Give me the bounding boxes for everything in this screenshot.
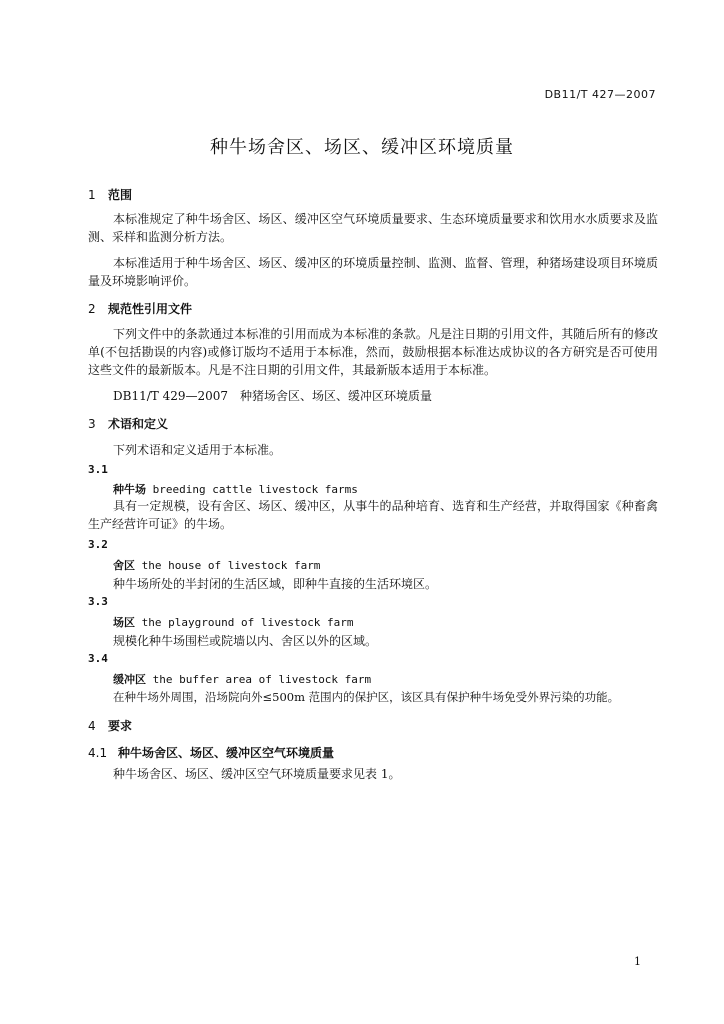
standard-code: DB11/T 427—2007 [544,88,656,101]
term-english-name: the playground of livestock farm [141,616,354,629]
section-3-number: 3 [88,417,96,431]
section-2-heading [88,300,192,317]
document-title: 种牛场舍区、场区、缓冲区环境质量 [210,137,514,158]
term-heading [113,614,354,630]
subsection-4-1-number: 4.1 [88,746,108,760]
term-chinese-name: 种牛场 [113,483,146,496]
section-3-intro: 下列术语和定义适用于本标准。 [113,443,282,457]
section-4-heading [88,717,132,734]
section-2-number: 2 [88,302,96,316]
term-heading [113,481,358,497]
section-1-paragraph-1: 本标准规定了种牛场舍区、场区、缓冲区空气环境质量要求、生态环境质量要求和饮用水水质要求及监测、采样和监测分析方法。 [88,212,658,244]
term-number: 3.4 [88,652,108,665]
term-heading [113,557,320,573]
term-chinese-name: 缓冲区 [113,673,146,686]
term-definition: 在种牛场外周围，沿场院向外≤500m 范围内的保护区，该区具有保护种牛场免受外界污染的功能。 [113,690,620,704]
subsection-4-1-title: 种牛场舍区、场区、缓冲区空气环境质量 [118,746,335,760]
term-chinese-name: 舍区 [113,559,135,572]
term-chinese-name: 场区 [113,616,135,629]
section-2-title: 规范性引用文件 [108,302,193,316]
section-1-title: 范围 [108,188,133,202]
term-definition: 种牛场所处的半封闭的生活区域，即种牛直接的生活环境区。 [113,577,438,591]
subsection-4-1-heading [88,744,334,761]
term-heading [113,671,371,687]
section-2-paragraph-1: 下列文件中的条款通过本标准的引用而成为本标准的条款。凡是注日期的引用文件，其随后所有的修改单(不包括勘误的内容)或修订版均不适用于本标准，然而，鼓励根据本标准达成协议的各方研究是否可使用这些文件的最新版本。凡是不注日期的引用文件，其最新版本适用于本标准。 [88,327,658,377]
term-number: 3.1 [88,463,108,476]
section-1-heading [88,186,132,203]
section-4-title: 要求 [108,719,133,733]
section-3-title: 术语和定义 [108,417,169,431]
subsection-4-1-text: 种牛场舍区、场区、缓冲区空气环境质量要求见表 1。 [113,767,401,781]
term-number: 3.3 [88,595,108,608]
term-definition: 规模化种牛场围栏或院墙以内、舍区以外的区域。 [113,634,378,648]
term-english-name: the house of livestock farm [141,559,321,572]
section-4-number: 4 [88,719,96,733]
section-3-heading [88,415,168,432]
page-number: 1 [634,955,641,968]
term-english-name: breeding cattle livestock farms [152,483,358,496]
term-definition: 具有一定规模，设有舍区、场区、缓冲区，从事牛的品种培育、选育和生产经营，并取得国家《种畜禽生产经营许可证》的牛场。 [88,499,658,531]
term-english-name: the buffer area of livestock farm [152,673,372,686]
section-1-paragraph-2: 本标准适用于种牛场舍区、场区、缓冲区的环境质量控制、监测、监督、管理，种猪场建设项目环境质量及环境影响评价。 [88,256,658,288]
normative-reference: DB11/T 429—2007 种猪场舍区、场区、缓冲区环境质量 [113,389,433,403]
term-number: 3.2 [88,538,108,551]
section-1-number: 1 [88,188,96,202]
